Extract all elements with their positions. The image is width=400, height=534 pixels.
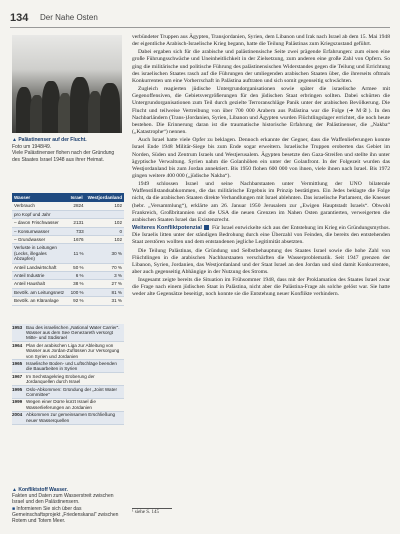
table-cell [86,210,124,218]
caption-title: Palästinenser auf der Flucht. [18,137,87,143]
table-cell: 31 % [86,297,124,305]
caption-line: Fakten und Daten zum Wasserstreit zwischen Israel und den Palästinensern. [12,493,114,506]
table-cell: 70 % [86,263,124,271]
main-text-column [132,34,390,300]
chronology-text: Im Sechstagekrieg Eroberung der Jordanquellen durch Israel [26,373,95,385]
paragraph: verbündeter Truppen aus Ägypten, Transjordanien, Syrien, dem Libanon und Irak nach Israel ab dem 15. Mai 1948 der eigentliche Arabisch-Israelische Krieg begann, hatte die Teilung Palästinas zum Kriegszustand geführt. [132,34,390,48]
table-cell: Verbrauch [12,202,69,210]
chronology-item [12,399,124,412]
chronology-item [12,342,124,360]
table-row [12,288,124,296]
page-header [10,12,390,26]
refugee-photo [12,35,122,133]
table-cell: 27 % [86,280,124,288]
table-cell: 3 % [86,272,124,280]
chronology-text: Plan der arabischen Liga zur Ableitung von Wasser aus Jordan-Zuflüssen zur Versorgung von Syrien und Jordanien [26,342,120,359]
chronology-list [12,324,124,425]
chronology-item [12,412,124,425]
table-row [12,210,124,218]
table-row [12,202,124,210]
table-cell: Anteil Industrie [12,272,69,280]
paragraph: Auch Israel hatte viele Opfer zu beklagen. Dennoch erkannte der Gegner, dass die Waffenlieferungen konnte Israel Ende 1948 Militär-Siege bis zum Ende sogar erweitern. Israelische Truppen eroberten das Gebiet im Norden, Süden und Zentrum Israels und Westjerusalem. Ägypten besetzte den Gaza-Streifen und stellte ihn unter ägyptische Verwaltung. Syrien nahm die Golanhöhen ein unter der Golanfront. In der Folgezeit wurden das Westjordanland bis zum Jordan annektiert. Bis 1950 flohen 600 000 von ihnen, viele ihnen nach Israel. Bis 1972 gingen weitere 400 000 („jüdische Nakba“). [132,137,390,179]
table-cell: Bevölk. am Leitungsnetz [12,288,69,296]
table-cell: 38 % [69,280,86,288]
paragraph: Dabei ergaben sich für die arabische und palästinensische Seite zwei prägende Erfahrungen: zum einen eine große Führungsschwäche und Uneinheitlichkeit in der Zielsetzung, zum anderen eine große Zahl von Opfern. So ging die militärische und politische Führung des palästinensischen Widerstandes gegen die Teilung und Errichtung des israelischen Staates rasch auf die Führungen der umliegenden arabischen Staaten über, die ihrerseits oftmals Konkurrenten um eine Vorherrschaft in Palästina auftraten und sich somit gegenseitig schwächten. [132,49,390,84]
header-rule [10,27,390,28]
table-cell: 81 % [86,288,124,296]
chronology-text: Bau des israelischen „National Water Carrier“. Wasser aus dem See Genezareth versorgt Mitte- und Südisrael [26,324,120,341]
chronology-item [12,373,124,386]
chronology-year: 1995 [12,386,23,392]
running-head: Der Nahe Osten [40,13,98,22]
paragraph: Zugleich reagierten jüdische Untergrundorganisationen sowie später die israelische Armee mit Gegenoffensiven, die Gebietsvergrößerungen für den jüdischen Staat erbringen sollten. Dabei schürten die Untergrundorganisationen zum Teil durch gezielte Terroranschläge Panik unter der arabischen Bevölkerung. Die Flucht und teilweise Vertreibung von über 700 000 Arabern aus Palästina war die Folge (➜ M②). In den Nachbarländern (Trans-)Jordanien, Syrien, Libanon und Ägypten wurden Flüchtlingslager errichtet, die noch heute bestehen. Die Erinnerung daran ist die traumatische historische Erfahrung der Palästinenser, die „Nakba“ („Katastrophe“) nennen. [132,86,390,136]
section-paragraph [132,225,390,246]
table-row [12,263,124,271]
table-cell [69,210,86,218]
table-cell: 2131 [69,219,86,227]
table-cell: 102 [86,236,124,244]
table-cell: 11 % [69,244,86,263]
chronology-year: 1967 [12,373,23,379]
table-cell: Anteil Haushalt [12,280,69,288]
section-title: Weiteres Konfliktpotenzial [132,225,202,232]
caption-line: Foto um 1948/49. [12,143,52,150]
table-cell: 0 [86,227,124,235]
table-cell: pro Kopf und Jahr [12,210,69,218]
chronology-caption: ▲ Konfliktstoff Wasser. Fakten und Daten zum Wasserstreit zwischen Israel und den Palästinensern. ■ Informieren Sie sich über das Gemeinschaftsprojekt „Friedenskanal“ zwischen Rotem und Totem Meer. [12,487,119,525]
chronology-text: Abkommen zur gemeinsamen Erschließung neuer Wasserquellen [26,412,116,423]
table-cell: Bevölk. an Kläranlage [12,297,69,305]
chronology-text: Israelische Boden- und Luftschläge beenden die Bauarbeiten in Syrien [26,360,117,372]
table-row [12,227,124,235]
table-row [12,236,124,244]
chronology-item [12,386,124,399]
chronology-year: 1965 [12,360,23,366]
caption-title: Konfliktstoff Wasser. [18,487,68,493]
table-row [12,219,124,227]
table-cell: – davon Frischwasser [12,219,69,227]
table-cell: 6 % [69,272,86,280]
table-cell: 100 % [70,289,84,295]
table-cell: 2824 [69,202,86,210]
table-row [12,280,124,288]
footnote-rule [132,508,172,509]
table-cell: 50 % [69,263,86,271]
table-cell: – Konsumwasser [12,227,69,235]
chronology-year: 1999 [12,399,23,405]
table-cell: – Grundwasser [12,236,69,244]
info-square-icon [204,225,209,230]
table-header: Wasser [12,193,69,202]
chronology-year: 1964 [12,342,23,348]
caption-line: Informieren Sie sich über das Gemeinschaftsprojekt „Friedenskanal“ zwischen Rotem und Totem Meer. [12,505,119,525]
caption-line: Viele Palästinenser flohen nach der Gründung des Staates Israel 1948 aus ihrer Heimat. [12,150,115,163]
paragraph: Die Teilung Palästinas, die Gründung und Selbstbehauptung des Staates Israel sowie die hohe Zahl von Flüchtlingen in die arabischen Nachbarstaaten verschärften die Wasserproblematik. Seit 1947 grenzen der Libanon, Syrien, Jordanien, das Westjordanland und der Staat Israel an den Jordan und sind damit Konkurrenten, aber auch gegenseitig Abhängige in der Nutzung des Stroms. [132,247,390,275]
table-row [12,244,124,263]
page-number: 134 [10,12,29,24]
chronology-item [12,324,124,342]
table-cell: 30 % [86,244,124,263]
table-cell: 733 [69,227,86,235]
paragraph-text: Für Israel entwickelte sich aus der Entstehung im Krieg ein Gründungsmythos. Die Israelis litten unter der ständigen Bedrohung durch eine Überzahl von Feinden, die bereits den entstehenden Staat zerstören wollten und dem entstandenen jegliche Legitimität absetzten. [132,225,390,246]
table-cell: 92 % [69,297,86,305]
table-header: Westjordanland [86,193,124,202]
water-table [12,193,124,306]
table-row [12,272,124,280]
table-cell: 102 [86,202,124,210]
paragraph: Insgesamt zeigte bereits die Situation im Frühsommer 1948, dass mit der Proklamation des Staates Israel zwar die Frage nach einem jüdischen Staat in Palästina, nicht aber die Palästina-Frage als solche gelöst war. Sie hatte weder alte Gegensätze beseitigt, noch konnte sie die Entstehung neuer Konflikte verhindern. [132,277,390,298]
chronology-text: Wegen einer Dürre kürzt Israel die Wasserlieferungen an Jordanien [26,399,96,410]
table-cell: 1676 [69,236,86,244]
footnote: ¹ siehe S. 145 [132,510,160,515]
table-row [12,297,124,305]
table-header: Israel [69,193,86,202]
chronology-item [12,360,124,373]
photo-caption: ▲ Palästinenser auf der Flucht. Foto um 1948/49. Viele Palästinenser flohen nach der Gründung des Staates Israel 1948 aus ihrer Heimat. [12,137,115,163]
table-cell: Verluste in Leitungen (Lecks, illegales Abzapfen) [12,244,69,263]
table-cell: 102 [86,219,124,227]
chronology-year: 2004 [12,412,23,418]
chronology-year: 1953 [12,324,23,330]
table-cell: Anteil Landwirtschaft [12,263,69,271]
chronology-text: Oslo-Abkommen: Gründung der „Joint Water Committee“ [26,386,117,397]
paragraph: 1949 schlossen Israel und seine Nachbarstaaten unter Vermittlung der UNO bilaterale Waffenstillstandsabkommen, die das militärische Ergebnis im Prinzip bestätigten. Ein Jedes beklagte die Folge nicht, da die arabischen Staaten direkte Verhandlungen mit Israel ablehnten. Das israelische Parlament, die Knesset (hebr. „Versammlung“), erklärte am 26. Januar 1950 Jerusalem zur „Ewigen Hauptstadt Israels“. Obwohl Frankreich, Großbritannien und die USA die neuen Grenzen im Nahen Osten garantierten, verweigerten die arabischen Staaten Israel das Existenzrecht. [132,181,390,223]
